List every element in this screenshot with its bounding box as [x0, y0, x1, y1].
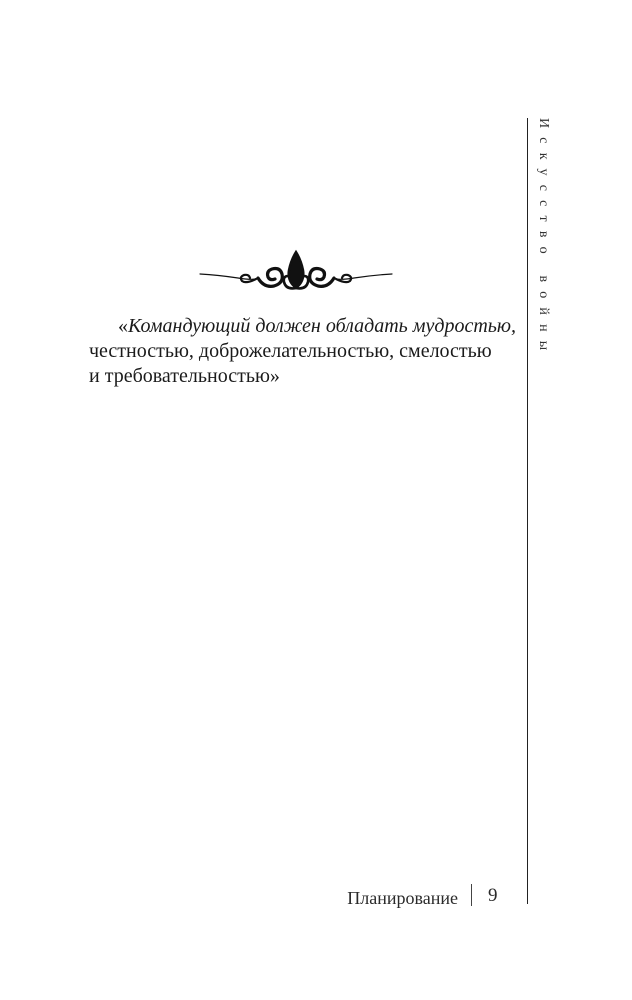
quote-line-1 — [89, 314, 519, 339]
vertical-rule — [527, 118, 528, 904]
footer-divider — [471, 884, 472, 906]
open-quote-mark: « — [118, 315, 128, 337]
ornamental-flourish-icon — [198, 248, 394, 296]
quote-italic-text: Командующий должен обладать мудростью, — [128, 315, 516, 337]
quote-line-3: и требовательностью» — [89, 365, 280, 387]
page-number: 9 — [488, 885, 498, 906]
epigraph-quote — [89, 314, 519, 389]
quote-line-2: честностью, доброжелательностью, смелостью — [89, 340, 492, 362]
footer-section-title: Планирование — [347, 888, 458, 908]
running-head-book-title: Искусство войны — [536, 118, 551, 360]
